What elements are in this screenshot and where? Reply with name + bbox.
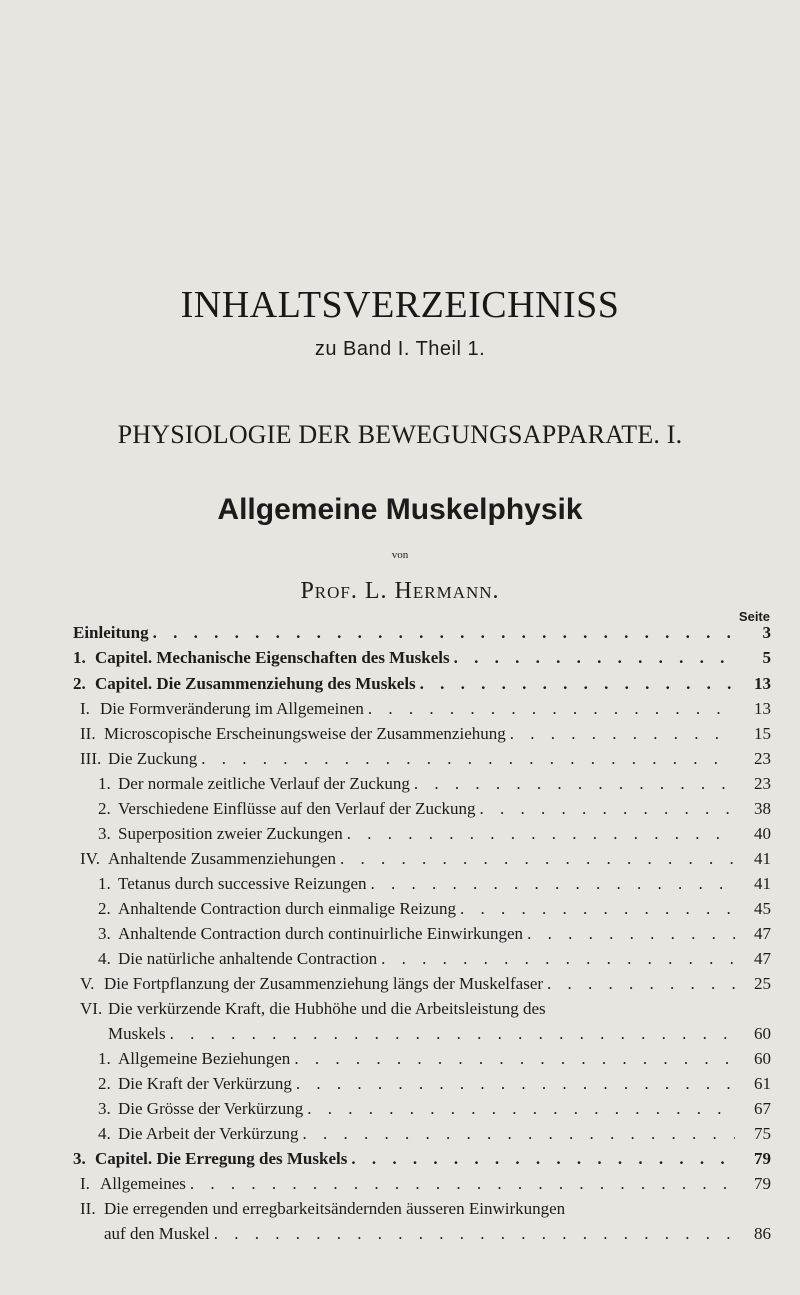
toc-page-number: 3 xyxy=(762,623,771,642)
toc-number: II. xyxy=(80,1199,96,1218)
toc-entry xyxy=(98,946,771,972)
toc-page-number: 61 xyxy=(754,1074,771,1093)
toc-number: 1. xyxy=(73,648,86,667)
toc-entry xyxy=(98,821,771,847)
toc-page-number: 23 xyxy=(754,749,771,768)
toc-label-continuation: Muskels xyxy=(108,1024,166,1043)
toc-label: Anhaltende Contraction durch einmalige Reizung xyxy=(118,899,457,918)
toc-number: 2. xyxy=(98,899,111,918)
toc-number: 3. xyxy=(98,924,111,943)
section-heading: PHYSIOLOGIE DER BEWEGUNGSAPPARATE. I. xyxy=(117,420,683,449)
toc-label: Anhaltende Contraction durch continuirliche Einwirkungen xyxy=(118,924,524,943)
toc-label: Die erregenden und erregbarkeitsändernden äusseren Einwirkungen xyxy=(104,1199,566,1218)
toc-label: Die natürliche anhaltende Contraction xyxy=(118,949,378,968)
toc-page-number: 5 xyxy=(762,648,771,667)
toc-entry xyxy=(80,1171,771,1197)
toc-label: Superposition zweier Zuckungen xyxy=(118,824,343,843)
toc-page-number: 47 xyxy=(754,924,771,943)
toc-page-number: 13 xyxy=(754,699,771,718)
toc-entry xyxy=(98,1096,771,1122)
toc-page-number: 38 xyxy=(754,799,771,818)
toc-entry xyxy=(80,846,771,872)
toc-page-number: 75 xyxy=(754,1124,771,1143)
toc-label: Die Formveränderung im Allgemeinen xyxy=(100,699,364,718)
toc-entry-capitel-1 xyxy=(73,645,771,671)
toc-number: 2. xyxy=(73,674,86,693)
volume-subtitle: zu Band I. Theil 1. xyxy=(314,338,486,360)
toc-page-number: 41 xyxy=(754,849,771,868)
toc-page-number: 60 xyxy=(754,1024,771,1043)
toc-page-number: 79 xyxy=(754,1174,771,1193)
toc-label: Tetanus durch successive Reizungen xyxy=(118,874,367,893)
toc-number: V. xyxy=(80,974,95,993)
toc-entry-multiline xyxy=(80,1196,565,1222)
toc-label: Die Fortpflanzung der Zusammenziehung längs der Muskelfaser xyxy=(104,974,544,993)
toc-entry xyxy=(98,1121,771,1147)
toc-label: Anhaltende Zusammenziehungen xyxy=(108,849,337,868)
toc-label: Capitel. Die Zusammenziehung des Muskels xyxy=(95,674,416,693)
toc-entry xyxy=(80,971,771,997)
toc-label: Capitel. Die Erregung des Muskels xyxy=(95,1149,348,1168)
toc-number: 4. xyxy=(98,1124,111,1143)
toc-entry-continuation xyxy=(108,1021,771,1047)
toc-label: Microscopische Erscheinungsweise der Zusammenziehung xyxy=(104,724,506,743)
toc-entry xyxy=(98,796,771,822)
toc-number: 3. xyxy=(73,1149,86,1168)
toc-page-number: 86 xyxy=(754,1224,771,1243)
chapter-title: Allgemeine Muskelphysik xyxy=(217,493,583,526)
toc-entry xyxy=(98,896,771,922)
toc-page-number: 47 xyxy=(754,949,771,968)
toc-page-number: 45 xyxy=(754,899,771,918)
toc-number: 1. xyxy=(98,874,111,893)
toc-page-number: 60 xyxy=(754,1049,771,1068)
toc-entry-continuation xyxy=(104,1221,771,1247)
toc-page-number: 23 xyxy=(754,774,771,793)
toc-entry xyxy=(80,721,771,747)
toc-label: Die Kraft der Verkürzung xyxy=(118,1074,292,1093)
toc-entry xyxy=(98,1046,771,1072)
toc-number: III. xyxy=(80,749,102,768)
toc-number: 2. xyxy=(98,799,111,818)
toc-entry xyxy=(80,696,771,722)
toc-label: Allgemeines xyxy=(100,1174,186,1193)
toc-entry-capitel-3 xyxy=(73,1146,771,1172)
toc-label: Die Arbeit der Verkürzung xyxy=(118,1124,299,1143)
toc-number: 3. xyxy=(98,824,111,843)
toc-label: Die Zuckung xyxy=(108,749,198,768)
toc-label: Capitel. Mechanische Eigenschaften des Muskels xyxy=(95,648,450,667)
toc-entry-einleitung xyxy=(73,620,771,646)
toc-page-number: 67 xyxy=(754,1099,771,1118)
toc-number: 4. xyxy=(98,949,111,968)
toc-entry xyxy=(98,871,771,897)
toc-label: Verschiedene Einflüsse auf den Verlauf der Zuckung xyxy=(118,799,476,818)
toc-label: Die Grösse der Verkürzung xyxy=(118,1099,304,1118)
toc-entry xyxy=(80,746,771,772)
toc-entry xyxy=(98,1071,771,1097)
toc-label: Einleitung xyxy=(73,623,149,642)
toc-page-number: 40 xyxy=(754,824,771,843)
toc-number: VI. xyxy=(80,999,103,1018)
toc-entry xyxy=(98,921,771,947)
toc-entry-capitel-2 xyxy=(73,671,771,697)
von-label: von xyxy=(391,549,409,561)
page-column-label: Seite xyxy=(738,609,770,624)
toc-entry xyxy=(98,771,771,797)
page-title: INHALTSVERZEICHNISS xyxy=(180,284,620,326)
toc-number: 1. xyxy=(98,1049,111,1068)
toc-label: Der normale zeitliche Verlauf der Zuckung xyxy=(118,774,410,793)
toc-page-number: 79 xyxy=(754,1149,771,1168)
toc-page-number: 13 xyxy=(754,674,771,693)
toc-number: 3. xyxy=(98,1099,111,1118)
toc-page-number: 25 xyxy=(754,974,771,993)
toc-page-number: 41 xyxy=(754,874,771,893)
toc-number: I. xyxy=(80,1174,90,1193)
toc-label-continuation: auf den Muskel xyxy=(104,1224,210,1243)
toc-number: I. xyxy=(80,699,90,718)
toc-label: Allgemeine Beziehungen xyxy=(118,1049,291,1068)
toc-page-number: 15 xyxy=(754,724,771,743)
toc-label: Die verkürzende Kraft, die Hubhöhe und die Arbeitsleistung des xyxy=(108,999,546,1018)
toc-number: II. xyxy=(80,724,96,743)
toc-entry-multiline xyxy=(80,996,546,1022)
toc-number: 1. xyxy=(98,774,111,793)
author-name: Prof. L. Hermann. xyxy=(300,578,500,604)
toc-number: IV. xyxy=(80,849,100,868)
toc-number: 2. xyxy=(98,1074,111,1093)
